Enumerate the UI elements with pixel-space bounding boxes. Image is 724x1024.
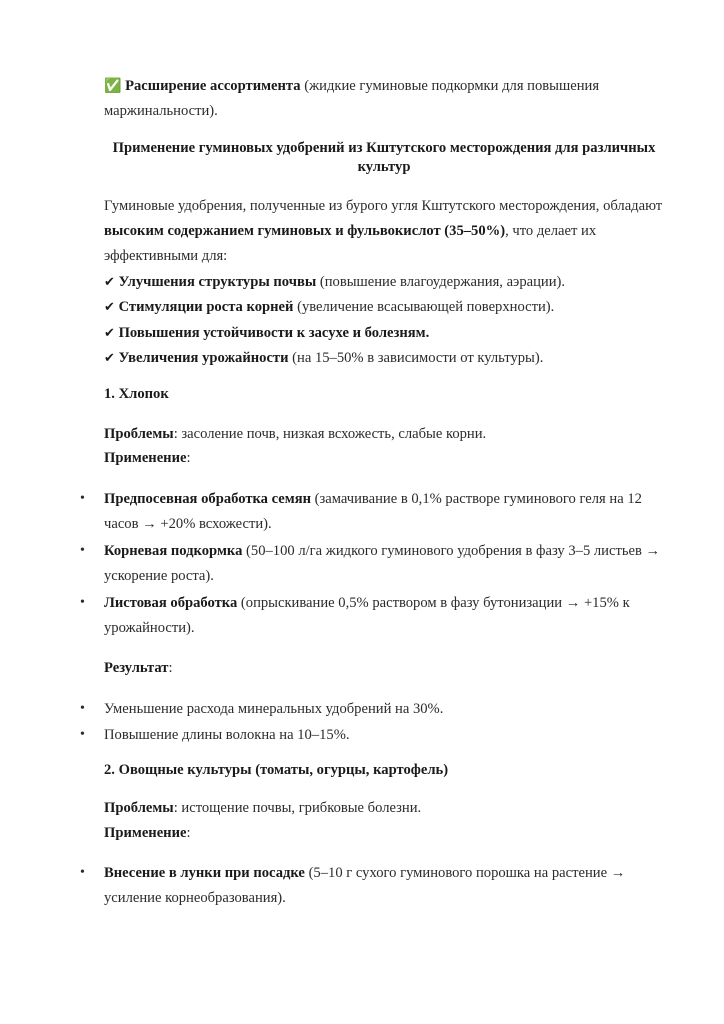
cotton-title-text: 1. Хлопок	[104, 386, 169, 402]
check-item	[104, 295, 664, 320]
list-item-line2: часов → +20% всхожести).	[104, 516, 272, 532]
check-icon: ✔	[104, 326, 115, 341]
cotton-application-heading	[104, 446, 664, 470]
application-label: Применение	[104, 450, 187, 466]
list-item	[104, 591, 664, 615]
problems-label: Проблемы	[104, 800, 174, 816]
vegetables-title-text: 2. Овощные культуры (томаты, огурцы, картофель)	[104, 762, 449, 778]
list-item-bold: Предпосевная обработка семян	[104, 491, 311, 507]
vegetables-title	[104, 758, 664, 782]
bullet-icon: •	[80, 865, 85, 880]
check-icon: ✔	[104, 300, 115, 315]
result-item: Повышение длины волокна на 10–15%.	[104, 727, 350, 743]
list-item-line2: урожайности).	[104, 620, 195, 636]
result-item: Уменьшение расхода минеральных удобрений на 30%.	[104, 701, 444, 717]
check-icon: ✔	[104, 275, 115, 290]
list-item	[104, 539, 664, 563]
list-item-line1: (замачивание в 0,1% растворе гуминового геля на 12	[311, 491, 642, 507]
section-paragraph	[104, 194, 664, 269]
list-item-line1: (5–10 г сухого гуминового порошка на растение →	[304, 865, 626, 881]
problems-text: : засоление почв, низкая всхожесть, слабые корни.	[173, 426, 487, 442]
para-end: , что делает их эффективными для:	[104, 223, 597, 264]
bullet-icon: •	[80, 543, 85, 558]
bullet-icon: •	[80, 595, 85, 610]
assortment-text-line2: маржинальности).	[104, 103, 218, 119]
para-bold: высоким содержанием гуминовых и фульвокислот (35–50%)	[104, 223, 506, 239]
check-item-bold: Увеличения урожайности	[118, 350, 289, 366]
colon: :	[186, 450, 191, 466]
list-item-line2: усиление корнеобразования).	[104, 890, 286, 906]
list-item-line1: (50–100 л/га жидкого гуминового удобрения в фазу 3–5 листьев →	[242, 543, 661, 559]
bullet-icon: •	[80, 701, 85, 716]
problems-text: : истощение почвы, грибковые болезни.	[173, 800, 422, 816]
result-heading	[104, 656, 664, 680]
section-title: Применение гуминовых удобрений из Кштутского месторождения для различных культур	[112, 140, 656, 175]
list-item-line2: ускорение роста).	[104, 568, 214, 584]
assortment-text-line1: (жидкие гуминовые подкормки для повышения	[300, 78, 600, 94]
list-item-bold: Листовая обработка	[104, 595, 238, 611]
list-item	[104, 487, 664, 511]
problems-label: Проблемы	[104, 426, 174, 442]
colon: :	[186, 825, 191, 841]
result-label: Результат	[104, 660, 169, 676]
list-item-line1: (опрыскивание 0,5% раствором в фазу бутонизации → +15% к	[237, 595, 630, 611]
check-item	[104, 270, 664, 295]
check-item	[104, 346, 664, 371]
check-mark-button-icon: ✅	[104, 78, 122, 94]
colon: :	[168, 660, 173, 676]
check-item-text: (на 15–50% в зависимости от культуры).	[288, 350, 544, 366]
bullet-icon: •	[80, 727, 85, 742]
application-label: Применение	[104, 825, 187, 841]
list-item	[104, 861, 664, 885]
check-item	[104, 321, 664, 346]
check-item-text: (повышение влагоудержания, аэрации).	[316, 274, 566, 290]
vegetables-problems	[104, 796, 664, 820]
check-item-text: .	[425, 325, 430, 341]
assortment-label: Расширение ассортимента	[125, 78, 301, 94]
vegetables-application-heading	[104, 821, 664, 845]
cotton-problems	[104, 422, 664, 446]
check-item-bold: Стимуляции роста корней	[118, 299, 294, 315]
para-start: Гуминовые удобрения, полученные из бурого угля Кштутского месторождения, обладают	[104, 198, 663, 214]
assortment-item	[104, 74, 664, 98]
bullet-icon: •	[80, 491, 85, 506]
check-item-text: (увеличение всасывающей поверхности).	[293, 299, 555, 315]
check-icon: ✔	[104, 351, 115, 366]
check-item-bold: Улучшения структуры почвы	[118, 274, 317, 290]
list-item-bold: Внесение в лунки при посадке	[104, 865, 305, 881]
check-item-bold: Повышения устойчивости к засухе и болезням	[118, 325, 426, 341]
list-item-bold: Корневая подкормка	[104, 543, 243, 559]
cotton-title	[104, 382, 664, 406]
